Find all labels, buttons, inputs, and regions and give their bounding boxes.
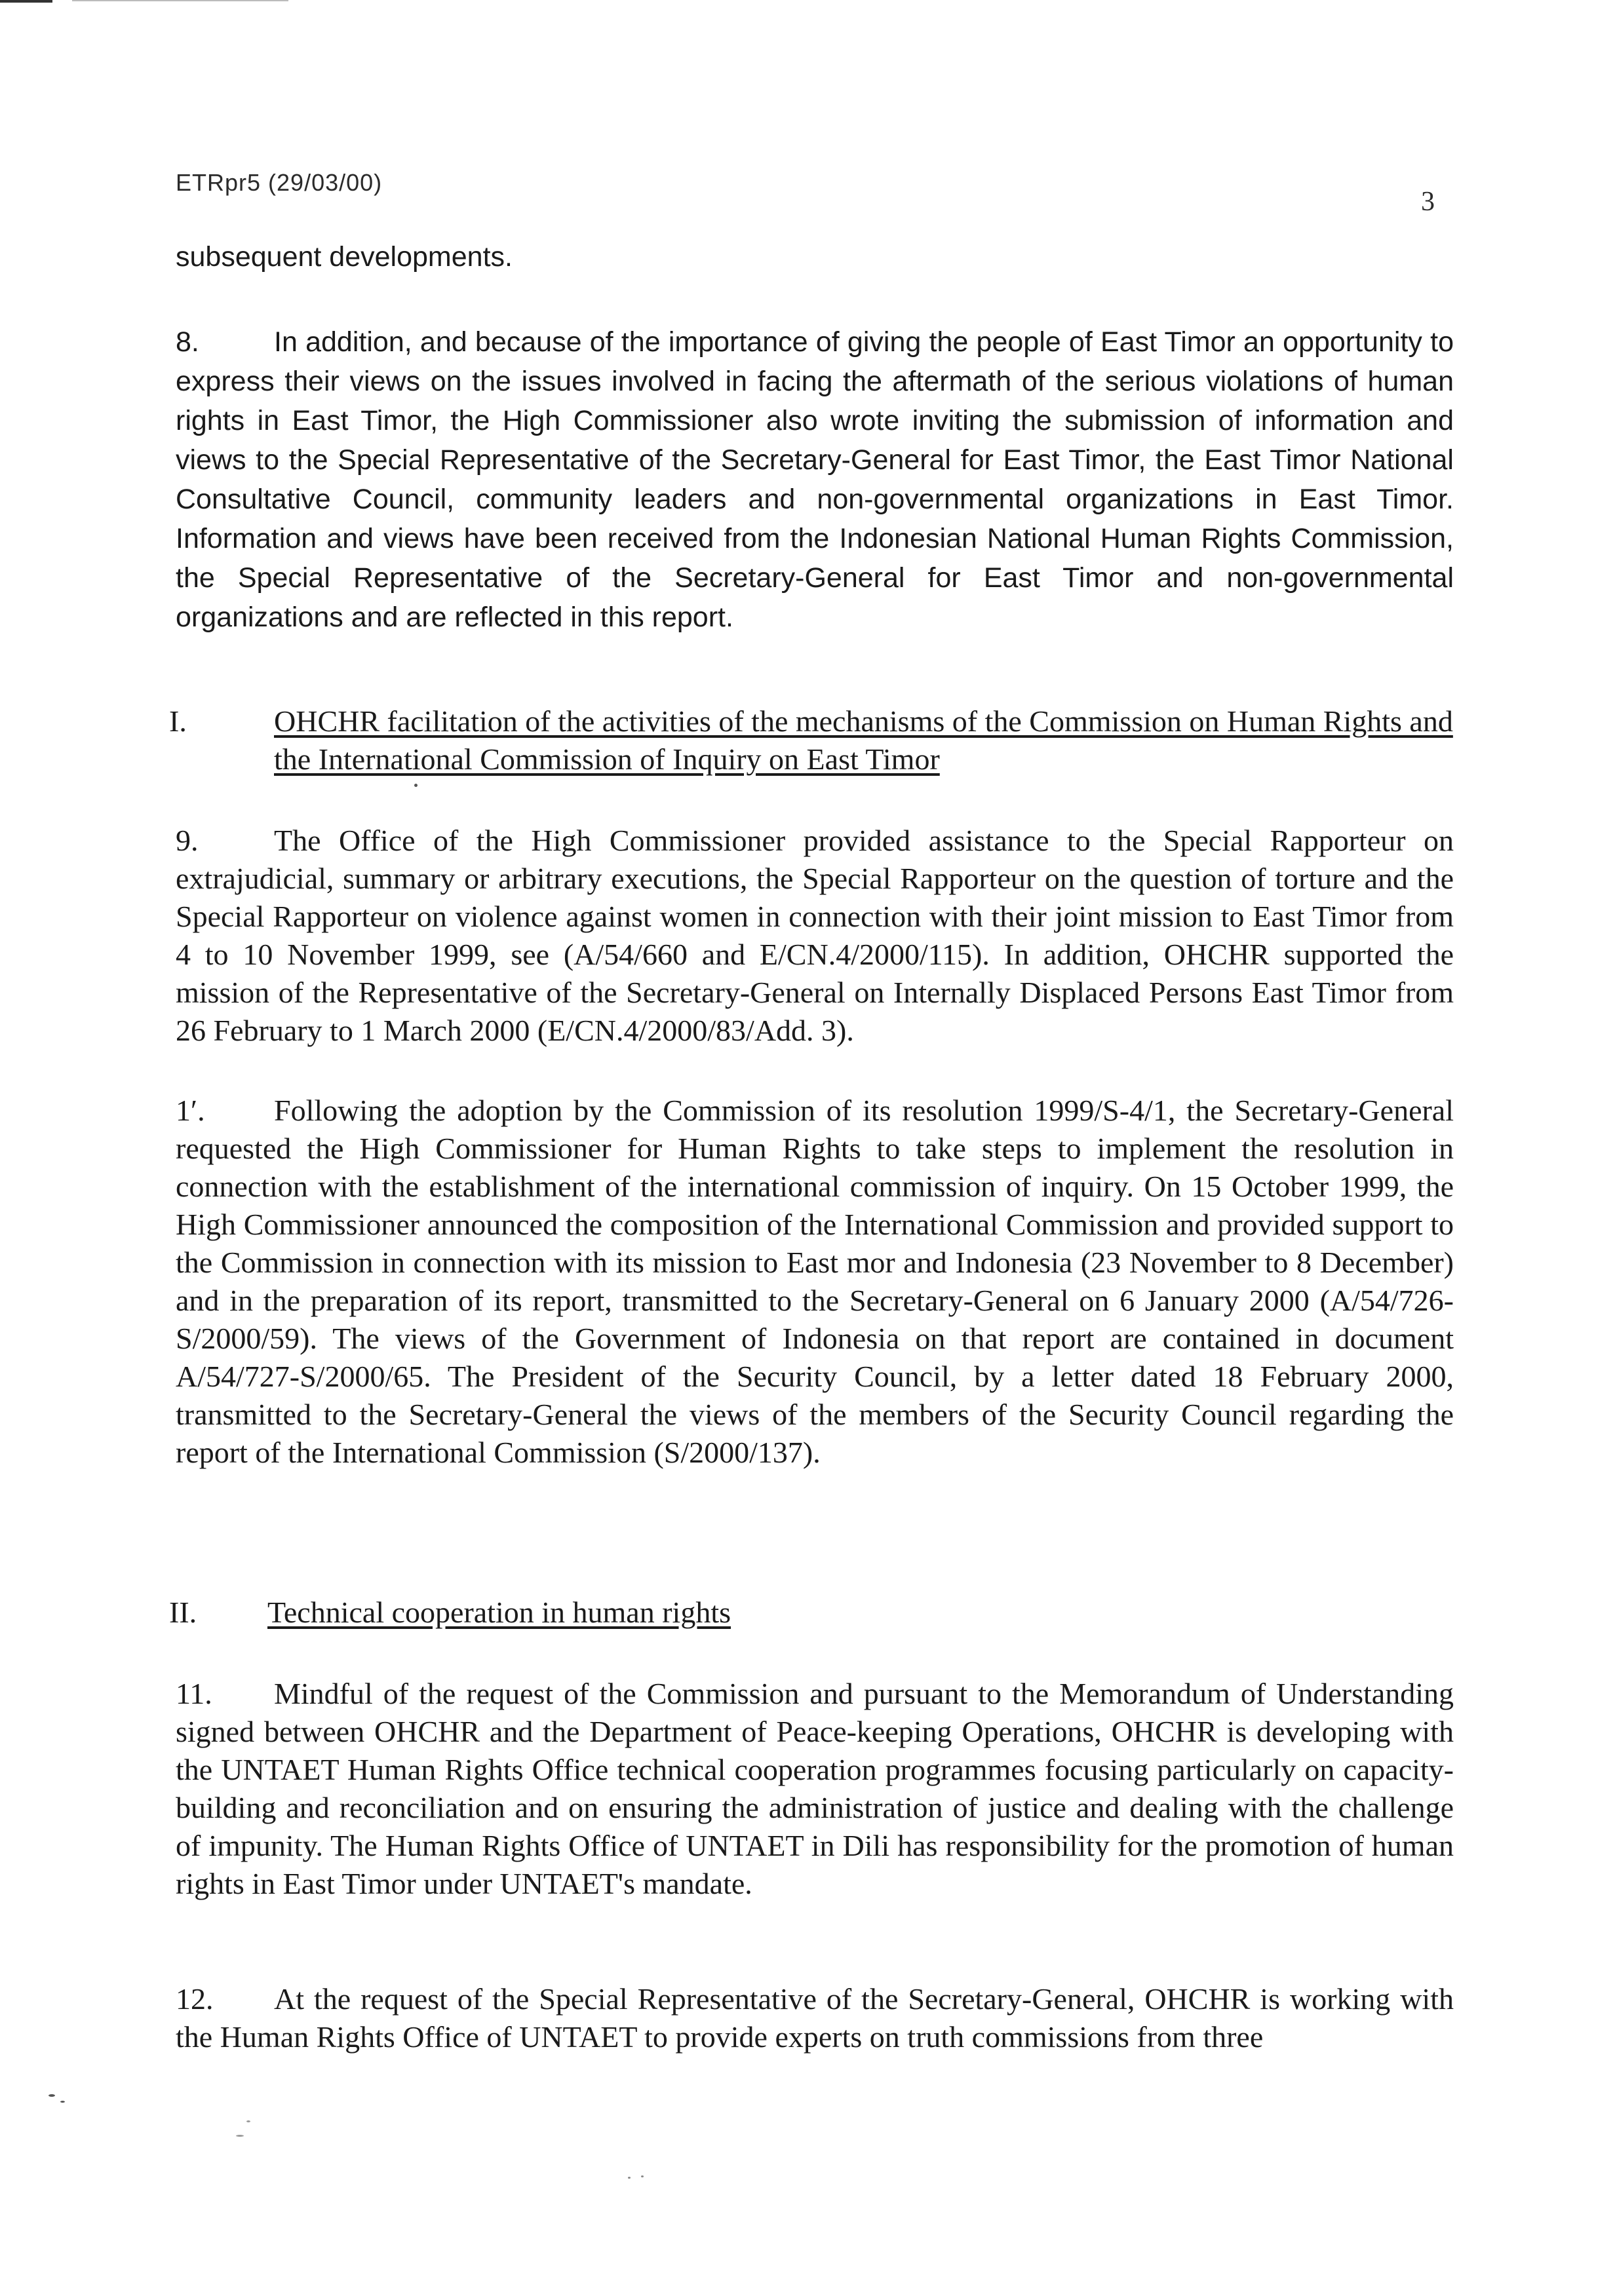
scan-speck xyxy=(628,2177,631,2179)
document-reference: ETRpr5 (29/03/00) xyxy=(176,169,383,196)
section-title: Technical cooperation in human rights xyxy=(267,1596,731,1629)
paragraph-9 xyxy=(176,822,1454,1050)
paragraph-number: 12. xyxy=(176,1982,214,2016)
paragraph-number: 9. xyxy=(176,824,199,857)
continuation-text: subsequent developments. xyxy=(176,241,513,273)
paragraph-text: Mindful of the request of the Commission and pursuant to the Memorandum of Understanding signed between OHCHR and the Department of Peace-keeping Operations, OHCHR is developing with the UNTAET Human Rights Office technical cooperation programmes focusing particularly on capacity-building and reconciliation and on ensuring the administration of justice and dealing with the challenge of impunity. The Human Rights Office of UNTAET in Dili has responsibility for the promotion of human rights in East Timor under UNTAET's mandate. xyxy=(176,1677,1454,1900)
section-heading-1 xyxy=(169,702,1473,788)
scan-speck xyxy=(641,2175,644,2177)
scan-speck xyxy=(236,2135,244,2137)
paragraph-text: Following the adoption by the Commission of its resolution 1999/S-4/1, the Secretary-General requested the High Commissioner for Human Rights to take steps to implement the resolution in connection with the establishment of the international commission of inquiry. On 15 October 1999, the High Commissioner announced the composition of the International Commission and provided support to the Commission in connection with its mission to East mor and Indonesia (23 November to 8 December) and in the preparation of its report, transmitted to the Secretary-General on 6 January 2000 (A/54/726-S/2000/59). The views of the Government of Indonesia on that report are contained in document A/54/727-S/2000/65. The President of the Security Council, by a letter dated 18 February 2000, transmitted to the Secretary-General the views of the members of the Security Council regarding the report of the International Commission (S/2000/137). xyxy=(176,1094,1454,1469)
paragraph-8 xyxy=(176,322,1454,637)
scan-speck xyxy=(49,2094,55,2097)
paragraph-text: At the request of the Special Representative of the Secretary-General, OHCHR is working with the Human Rights Office of UNTAET to provide experts on truth commissions from three xyxy=(176,1982,1454,2054)
paragraph-12 xyxy=(176,1980,1454,2056)
scan-artifact xyxy=(0,0,52,3)
paragraph-text: The Office of the High Commissioner provided assistance to the Special Rapporteur on extrajudicial, summary or arbitrary executions, the Special Rapporteur on the question of torture and the Special Rapporteur on violence against women in connection with their joint mission to East Timor from 4 to 10 November 1999, see (A/54/660 and E/CN.4/2000/115). In addition, OHCHR supported the mission of the Representative of the Secretary-General on Internally Displaced Persons East Timor from 26 February to 1 March 2000 (E/CN.4/2000/83/Add. 3). xyxy=(176,824,1454,1047)
section-title: OHCHR facilitation of the activities of the mechanisms of the Commission on Human Rights and the International Commission of Inquiry on East Timor xyxy=(274,704,1453,776)
paragraph-number: 8. xyxy=(176,326,199,358)
scan-artifact xyxy=(72,0,288,1)
section-number: II. xyxy=(169,1596,197,1629)
page-number: 3 xyxy=(1421,187,1435,217)
section-heading-2 xyxy=(169,1594,1473,1633)
section-number: I. xyxy=(169,704,187,738)
scan-speck xyxy=(246,2120,250,2122)
scan-speck xyxy=(60,2101,65,2103)
paragraph-number: 1′. xyxy=(176,1094,205,1127)
scan-speck xyxy=(414,784,418,787)
paragraph-number: 11. xyxy=(176,1677,212,1710)
paragraph-text: In addition, and because of the importance of giving the people of East Timor an opportunity to express their views on the issues involved in facing the aftermath of the serious violations of human rights in East Timor, the High Commissioner also wrote inviting the submission of information and views to the Special Representative of the Secretary-General for East Timor, the East Timor National Consultative Council, community leaders and non-governmental organizations in East Timor. Information and views have been received from the Indonesian National Human Rights Commission, the Special Representative of the Secretary-General for East Timor and non-governmental organizations and are reflected in this report. xyxy=(176,326,1454,633)
paragraph-10 xyxy=(176,1092,1454,1472)
paragraph-11 xyxy=(176,1675,1454,1903)
